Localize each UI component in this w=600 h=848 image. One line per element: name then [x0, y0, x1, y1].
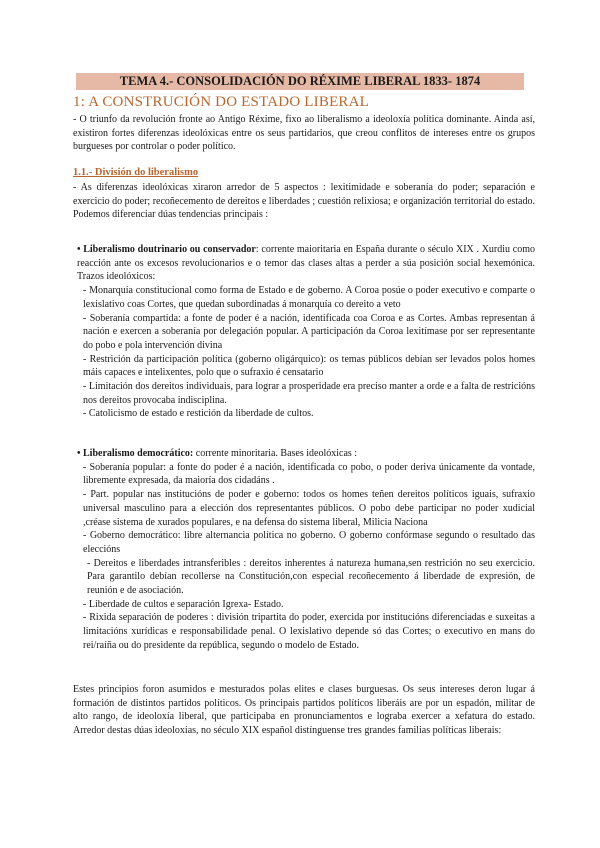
list-item: - Monarquía constitucional como forma de Estado e de goberno. A Coroa posúe o poder executivo e comparte o lexislativo coas Cortes, que quedan subordinadas á monarquía co dereito a veto	[83, 285, 535, 310]
closing-paragraph: Estes principios foron asumidos e mesturados polas elites e clases burguesas. Os seus intereses deron lugar á formación de distintos partidos políticos. Os principais partidos políticos liberáis are por un espadón, militar de alto rango, de ideoloxía liberal, que participaba en pronunciamentos e lograba exercer a xefatura do estado. Arredor destas dúas ideoloxías, no século XIX español distínguense tres grandes familias políticas liberais:	[73, 684, 535, 737]
section-heading: 1: A CONSTRUCIÓN DO ESTADO LIBERAL	[73, 94, 370, 110]
democratico-intro: • Liberalismo democrático: corrente minoritaria. Bases ideolóxicas :	[77, 448, 358, 459]
list-item: - Limitación dos dereitos individuais, para lograr a prosperidade era preciso manter a orde e a falta de restricións nos dereitos provocaba indisciplina.	[83, 381, 535, 406]
list-item: - Liberdade de cultos e separación Igrexa- Estado.	[83, 598, 284, 610]
democratico-section	[73, 447, 535, 653]
list-item: - Dereitos e liberdades intransferibles : dereitos inherentes á natureza humana,sen restrición no seu exercicio. Para garantilo debían recollerse na Constitución,con especial recoñecemento á liberdade de expresión, de reunión e de asociación.	[87, 557, 535, 597]
list-item: - Rixida separación de poderes : división tripartita do poder, exercida por institucións diferenciadas e suxeitas a limitacións xurídicas e responsabilidade penal. O lexislativo depende só das Cortes; o executivo en mans do rei/raíña ou do presidente da república, segundo o modelo de Estado.	[83, 612, 535, 651]
doctrinario-section	[73, 243, 535, 421]
intro-paragraph: - O triunfo da revolución fronte ao Antigo Réxime, fixo ao liberalismo a ideoloxía política dominante. Ainda así, existiron fortes diferenzas ideolóxicas entre os seus partidarios, que creou conflitos de intereses entre os grupos burgueses por controlar o poder político.	[73, 114, 535, 153]
doctrinario-intro: • Liberalismo doutrinario ou conservador: corrente maioritaria en España durante o século XIX . Xurdiu como reacción ante os excesos revolucionarios e o temor das clases altas a perder a súa posición social hexemónica. Trazos ideolóxicos:	[77, 244, 535, 283]
list-item: - Soberanía compartida: a fonte de poder é a nación, identificada coa Coroa e as Cortes. Ambas representan á nación e exercen a soberanía por delegación popular. A participación da Coroa lexitímase por ser representante do pobo e pola intervención divina	[83, 312, 535, 351]
list-item: - Part. popular nas institucións de poder e goberno: todos os homes teñen dereitos políticos iguais, sufraxio universal masculino para a elección dos representantes públicos. O pobo debe participar no poder xudicial ,créase sistema de xurados populares, e na defensa do sistema liberal, Milicia Naciona	[83, 489, 535, 528]
list-item: - Goberno democrático: libre alternancia política no goberno. O goberno confórmase segundo o resultado das eleccións	[83, 530, 535, 555]
list-item: - Soberanía popular: a fonte do poder é a nación, identificada co pobo, o poder deriva únicamente da vontade, libremente expresada, da maioría dos cidadáns .	[83, 461, 535, 487]
page-title: TEMA 4.- CONSOLIDACIÓN DO RÉXIME LIBERAL 1833- 1874	[76, 73, 524, 90]
list-item: - Catolicismo de estado e restición da liberdade de cultos.	[83, 408, 314, 420]
list-item: - Restrición da participación política (goberno oligárquico): os temas públicos debían ser levados polos homes máis capaces e intelixentes, polo que o sufraxio é censatario	[83, 353, 535, 379]
division-paragraph: - As diferenzas ideolóxicas xiraron arredor de 5 aspectos : lexitimidade e soberanía do poder; separación e exercicio do poder; recoñecemento de dereitos e liberdades ; cuestión relixiosa; e organización territorial do estado. Podemos diferenciar dúas tendencias principais :	[73, 182, 535, 221]
subsection-heading: 1.1.- División do liberalismo	[73, 167, 199, 178]
